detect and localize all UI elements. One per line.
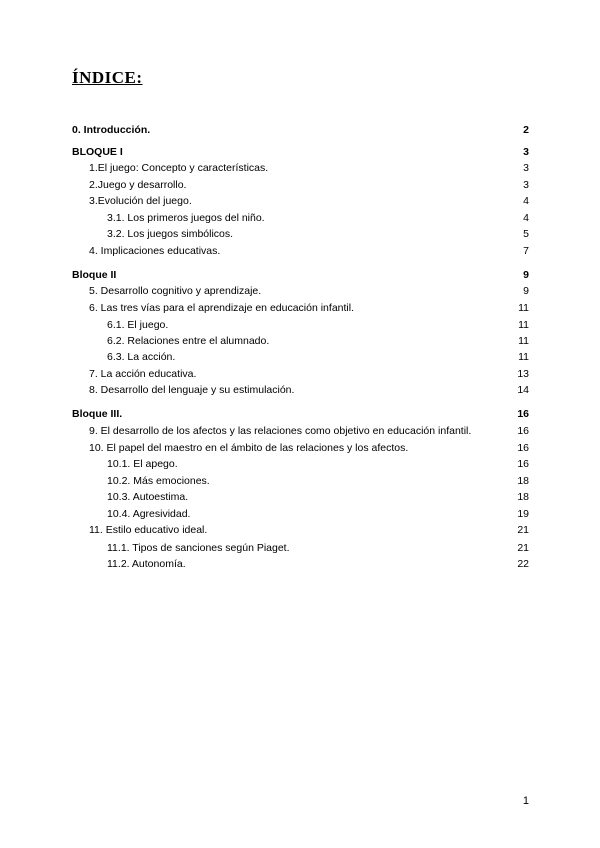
toc-entry-page: 16 [517, 442, 529, 454]
toc-entry [0, 523, 529, 538]
toc-entry-label: 10.3. Autoestima. [107, 491, 189, 503]
toc-entry [0, 161, 529, 176]
toc-entry-label: 10. El papel del maestro en el ámbito de las relaciones y los afectos. [89, 442, 409, 454]
toc-entry [0, 441, 529, 456]
toc-entry-page: 16 [517, 408, 529, 420]
toc-entry [0, 507, 529, 522]
toc-entry-page: 3 [523, 146, 529, 158]
toc-entry-label: 6.2. Relaciones entre el alumnado. [107, 335, 270, 347]
toc-entry-label: 3.1. Los primeros juegos del niño. [107, 212, 265, 224]
toc-entry-label: 3.Evolución del juego. [89, 195, 192, 207]
toc-entry [0, 211, 529, 226]
toc-entry-page: 21 [517, 542, 529, 554]
toc-entry-page: 9 [523, 269, 529, 281]
toc-entry-page: 9 [523, 285, 529, 297]
toc-entry-label: 6.1. El juego. [107, 319, 169, 331]
toc-entry-page: 21 [517, 524, 529, 536]
toc-entry [0, 424, 529, 439]
toc-entry-label: 10.2. Más emociones. [107, 475, 210, 487]
toc-entry-page: 11 [518, 351, 529, 363]
toc-entry [0, 557, 529, 572]
toc-entry [0, 284, 529, 299]
toc-entry [0, 474, 529, 489]
toc-entry [0, 457, 529, 472]
toc-entry [0, 123, 529, 138]
toc-entry-page: 22 [517, 558, 529, 570]
toc-entry-page: 2 [523, 124, 529, 136]
toc-entry-label: 4. Implicaciones educativas. [89, 245, 221, 257]
toc-entry [0, 178, 529, 193]
toc-entry-label: 10.1. El apego. [107, 458, 178, 470]
toc-entry-label: 0. Introducción. [72, 124, 151, 136]
toc-entry [0, 227, 529, 242]
toc-entry [0, 194, 529, 209]
toc-entry [0, 318, 529, 333]
toc-entry-label: 6. Las tres vías para el aprendizaje en educación infantil. [89, 302, 354, 314]
toc-entry-page: 16 [517, 458, 529, 470]
toc-entry-page: 4 [523, 212, 529, 224]
toc-entry-page: 11 [518, 319, 529, 331]
toc-entry-label: 5. Desarrollo cognitivo y aprendizaje. [89, 285, 262, 297]
toc-entry-label: Bloque II [72, 269, 117, 281]
toc-entry-label: Bloque III. [72, 408, 123, 420]
page-title: ÍNDICE: [72, 68, 143, 87]
toc-entry-page: 16 [517, 425, 529, 437]
toc-entry-label: 7. La acción educativa. [89, 368, 197, 380]
toc-entry-label: 11.2. Autonomía. [107, 558, 186, 570]
toc-entry [0, 490, 529, 505]
toc-entry-page: 4 [523, 195, 529, 207]
toc-entry [0, 383, 529, 398]
toc-entry [0, 301, 529, 316]
toc-entry-page: 11 [518, 335, 529, 347]
toc-entry-label: 11.1. Tipos de sanciones según Piaget. [107, 542, 290, 554]
toc-entry-page: 18 [517, 491, 529, 503]
toc-entry [0, 541, 529, 556]
toc-entry-page: 19 [517, 508, 529, 520]
toc-entry-label: 2.Juego y desarrollo. [89, 179, 187, 191]
toc-entry-page: 11 [518, 302, 529, 314]
toc-entry-page: 14 [517, 384, 529, 396]
toc-entry [0, 334, 529, 349]
toc-entry [0, 407, 529, 422]
toc-entry-page: 3 [523, 162, 529, 174]
toc-entry-page: 5 [523, 228, 529, 240]
toc-entry [0, 244, 529, 259]
toc-entry-page: 7 [523, 245, 529, 257]
toc-entry-page: 3 [523, 179, 529, 191]
toc-entry-label: 3.2. Los juegos simbólicos. [107, 228, 234, 240]
toc-entry [0, 268, 529, 283]
toc-entry-label: 10.4. Agresividad. [107, 508, 191, 520]
page-number: 1 [522, 795, 529, 807]
toc-entry-page: 18 [517, 475, 529, 487]
toc-entry-label: 8. Desarrollo del lenguaje y su estimulación. [89, 384, 295, 396]
toc-entry [0, 367, 529, 382]
toc-entry-label: 11. Estilo educativo ideal. [89, 524, 208, 536]
toc-entry-page: 13 [517, 368, 529, 380]
toc-entry-label: 1.El juego: Concepto y características. [89, 162, 269, 174]
toc-entry-label: 9. El desarrollo de los afectos y las relaciones como objetivo en educación infantil. [89, 425, 472, 437]
toc-entry-label: 6.3. La acción. [107, 351, 176, 363]
toc-entry-label: BLOQUE I [72, 146, 123, 158]
toc-entry [0, 145, 529, 160]
toc-entry [0, 350, 529, 365]
